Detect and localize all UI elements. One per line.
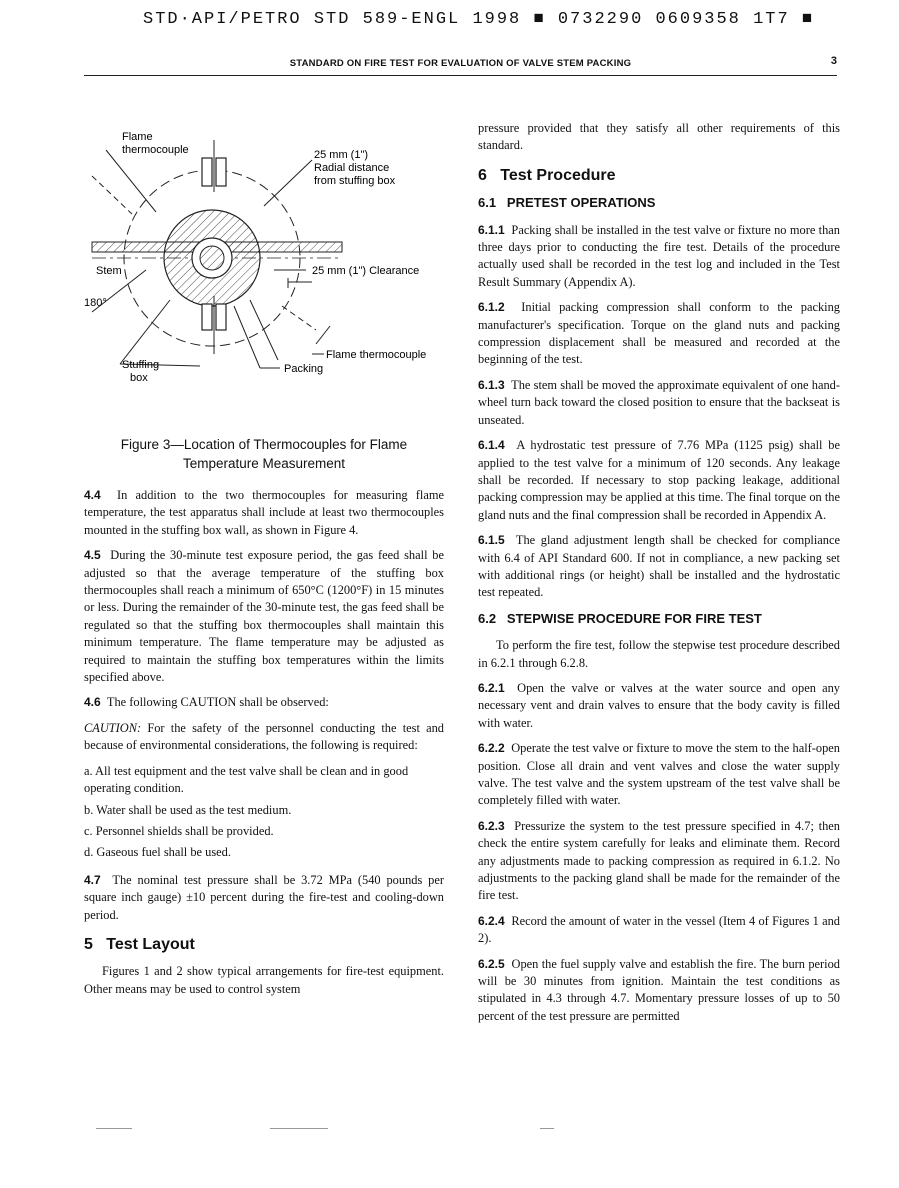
label-radial-2: Radial distance	[314, 162, 390, 174]
label-180-degrees: 180°	[84, 297, 107, 309]
section-number: 6.2.3	[478, 818, 505, 833]
label-radial-1: 25 mm (1")	[314, 149, 369, 161]
section-number: 6.1.1	[478, 222, 505, 237]
section-number: 6.1.4	[478, 438, 505, 453]
label-flame-thermocouple: Flame thermocouple	[326, 349, 427, 361]
section-number: 6.2.5	[478, 956, 505, 971]
list-item: a. All test equipment and the test valve shall be clean and in good operating condition.	[84, 763, 409, 796]
para-6-2: To perform the fire test, follow the stepwise test procedure described in 6.2.1 through 6.2.8.	[478, 638, 840, 670]
footer-mark	[270, 1128, 328, 1129]
section-number: 6.1.3	[478, 377, 505, 392]
para-5: Figures 1 and 2 show typical arrangements for fire-test equipment. Other means may be used to control system	[84, 964, 444, 996]
page-number: 3	[830, 55, 837, 67]
label-radial-3: from stuffing box	[314, 175, 396, 187]
figure-caption	[84, 435, 444, 473]
heading-test-procedure: 6 Test Procedure	[478, 166, 616, 184]
section-number: 4.4	[84, 488, 101, 502]
label-clearance: 25 mm (1") Clearance	[312, 265, 420, 277]
heading-test-layout: 5 Test Layout	[84, 935, 195, 953]
section-number: 6.1.5	[478, 533, 505, 548]
para-6-2-3: 6.2.3 Pressurize the system to the test pressure specified in 4.7; then check the entire system carefully for leaks and eliminate them. Record any adjustments made to packing compression as required in 6.1.2. No adjustments to the packing gland shall be made for the remainder of the fire test.	[478, 818, 840, 903]
footer-mark	[540, 1128, 554, 1129]
para-continued: pressure provided that they satisfy all other requirements of this standard.	[478, 121, 840, 153]
stem-circle	[200, 246, 224, 270]
para-6-2-4: 6.2.4 Record the amount of water in the vessel (Item 4 of Figures 1 and 2).	[478, 913, 840, 946]
right-column	[478, 120, 840, 1033]
para-6-2-2: 6.2.2 Operate the test valve or fixture to move the stem to the half-open position. Close all drain and vent valves and close the water supply valve. The test valve and the system upstream of the test valve shall be completely filled with water.	[478, 741, 840, 808]
footer-mark	[96, 1128, 132, 1129]
caution-label: CAUTION:	[84, 720, 142, 735]
para-4-7: 4.7 The nominal test pressure shall be 3.72 MPa (540 pounds per square inch gauge) ±10 percent during the fire-test and cooling-down period.	[84, 872, 444, 922]
section-number: 6.1.2	[478, 300, 505, 315]
section-number: 6.2.1	[478, 680, 505, 695]
section-number: 4.6	[84, 695, 101, 710]
list-item: d. Gaseous fuel shall be used.	[84, 845, 231, 860]
para-4-5: 4.5 During the 30-minute test exposure period, the gas feed shall be adjusted so that the average temperature of the stuffing box thermocouples shall reach a minimum of 650°C (1200°F) in 15 minutes or less. During the remainder of the 30-minute test, the gas feed shall be regulated so that the stuffing box thermocouples shall maintain this minimum temperature. The flame temperature may be adjusted as required to maintain the stuffing box temperatures within the limits specified above.	[84, 548, 444, 685]
caption-line-1: Figure 3—Location of Thermocouples for Flame	[120, 437, 408, 452]
caption-line-2: Temperature Measurement	[182, 456, 346, 471]
running-title: STANDARD ON FIRE TEST FOR EVALUATION OF VALVE STEM PACKING	[289, 58, 632, 69]
para-6-1-3: 6.1.3 The stem shall be moved the approximate equivalent of one hand-wheel turn back toward the closed position to ensure that the backseat is unseated.	[478, 377, 840, 427]
header-rule	[84, 75, 837, 76]
label-stuffing: Stuffing	[122, 359, 160, 371]
para-6-2-5: 6.2.5 Open the fuel supply valve and establish the fire. The burn period will be 30 minutes from ignition. Maintain the test conditions as stipulated in 4.3 through 4.7. Momentary pressure losses of up to 50 percent of the test pressure are permitted	[478, 956, 841, 1023]
section-number: 6.2.2	[478, 741, 505, 756]
para-6-1-2: 6.1.2 Initial packing compression shall conform to the packing manufacturer's specification. Torque on the gland nuts and packing compression displacement shall be measured and recorded at the beginning of the test.	[478, 300, 840, 367]
para-6-1-5: 6.1.5 The gland adjustment length shall be checked for compliance with 6.4 of API Standard 600. If not in compliance, a new packing set with additional rings (or height) shall be installed and the hydrostatic test repeated.	[478, 533, 840, 600]
thermocouple-diagram	[84, 120, 444, 405]
heading-stepwise-procedure: 6.2 STEPWISE PROCEDURE FOR FIRE TEST	[478, 610, 762, 626]
label-box: box	[130, 372, 148, 384]
para-6-2-1: 6.2.1 Open the valve or valves at the water source and open any necessary vent and drain valves to ensure that the body cavity is filled with water.	[478, 680, 840, 730]
label-thermocouple: thermocouple	[122, 144, 189, 156]
section-number: 4.7	[84, 872, 101, 887]
document-code-header: STD·API/PETRO STD 589-ENGL 1998 ■ 0732290 0609358 1T7 ■	[143, 10, 815, 29]
label-packing: Packing	[284, 363, 324, 375]
para-6-1-1: 6.1.1 Packing shall be installed in the test valve or fixture no more than three days prior to conducting the fire test. Details of the procedure actually used shall be recorded in the test log and included in the Test Result Summary (Appendix A).	[478, 222, 841, 289]
caution-paragraph: CAUTION: For the safety of the personnel conducting the test and because of environmental considerations, the following is required:	[84, 720, 444, 753]
left-column	[84, 120, 444, 1006]
list-item: c. Personnel shields shall be provided.	[84, 823, 274, 838]
section-number: 6.2.4	[478, 913, 505, 928]
para-4-6: 4.6 The following CAUTION shall be observed:	[84, 695, 329, 710]
label-stem: Stem	[96, 265, 122, 277]
section-number: 4.5	[84, 548, 101, 563]
heading-pretest-operations: 6.1 PRETEST OPERATIONS	[478, 195, 656, 211]
figure-3	[84, 120, 444, 405]
para-6-1-4: 6.1.4 A hydrostatic test pressure of 7.76 MPa (1125 psig) shall be applied to the test valve for a minimum of 120 seconds. Any leakage shall be recorded. If necessary to stop packing leakage, additional packing compression may be applied at this time. The final torque on the gland nuts and the final compression shall be recorded in Appendix A.	[478, 438, 840, 522]
label-flame: Flame	[122, 131, 153, 143]
para-4-4: 4.4 In addition to the two thermocouples for measuring flame temperature, the test apparatus shall include at least two thermocouples mounted in the stuffing box wall, as shown in Figure 4.	[84, 488, 444, 537]
list-item: b. Water shall be used as the test medium.	[84, 802, 292, 817]
